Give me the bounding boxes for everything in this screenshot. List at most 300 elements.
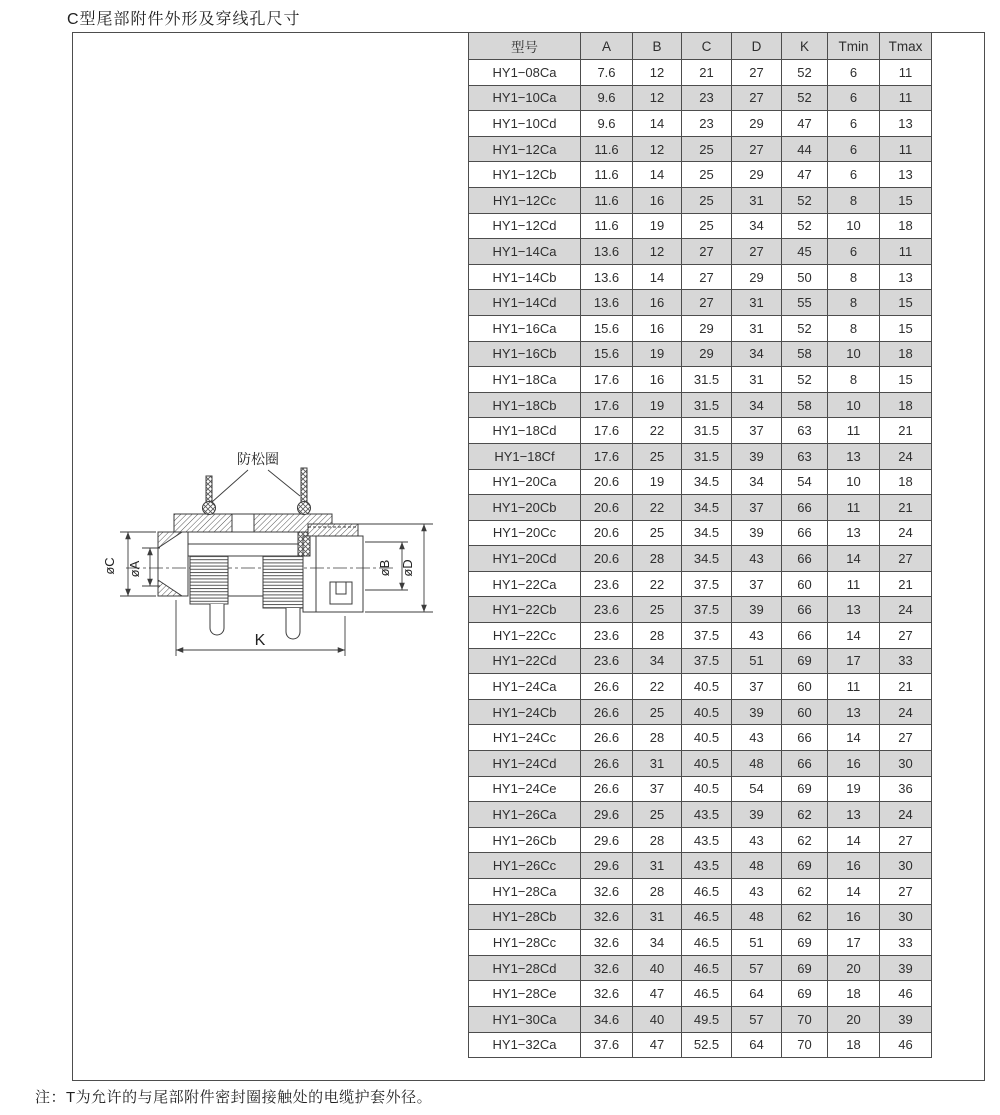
model-cell: HY1−28Ca (469, 879, 581, 905)
value-cell: 25 (682, 213, 732, 239)
value-cell: 66 (782, 751, 828, 777)
table-row (469, 162, 932, 188)
value-cell: 18 (880, 341, 932, 367)
value-cell: 9.6 (581, 111, 633, 137)
value-cell: 66 (782, 495, 828, 521)
value-cell: 40.5 (682, 674, 732, 700)
model-cell: HY1−28Cd (469, 955, 581, 981)
model-cell: HY1−12Cb (469, 162, 581, 188)
table-row (469, 853, 932, 879)
value-cell: 13 (828, 520, 880, 546)
value-cell: 29 (682, 341, 732, 367)
value-cell: 39 (880, 1006, 932, 1032)
value-cell: 17.6 (581, 367, 633, 393)
value-cell: 26.6 (581, 699, 633, 725)
table-row (469, 776, 932, 802)
model-cell: HY1−26Ca (469, 802, 581, 828)
value-cell: 23.6 (581, 623, 633, 649)
value-cell: 40 (633, 1006, 682, 1032)
value-cell: 24 (880, 699, 932, 725)
value-cell: 18 (828, 1032, 880, 1058)
model-cell: HY1−18Cb (469, 392, 581, 418)
value-cell: 16 (828, 904, 880, 930)
table-row (469, 1032, 932, 1058)
value-cell: 64 (732, 981, 782, 1007)
model-cell: HY1−16Cb (469, 341, 581, 367)
model-cell: HY1−20Ca (469, 469, 581, 495)
value-cell: 22 (633, 571, 682, 597)
value-cell: 48 (732, 853, 782, 879)
value-cell: 46.5 (682, 981, 732, 1007)
dim-label-phi-c: øC (102, 557, 117, 575)
value-cell: 21 (880, 495, 932, 521)
value-cell: 25 (682, 136, 732, 162)
value-cell: 11 (828, 674, 880, 700)
value-cell: 26.6 (581, 751, 633, 777)
table-row (469, 111, 932, 137)
model-cell: HY1−12Ca (469, 136, 581, 162)
value-cell: 18 (880, 213, 932, 239)
value-cell: 60 (782, 571, 828, 597)
value-cell: 39 (732, 597, 782, 623)
value-cell: 34 (732, 341, 782, 367)
value-cell: 6 (828, 85, 880, 111)
table-row (469, 187, 932, 213)
value-cell: 51 (732, 930, 782, 956)
value-cell: 14 (828, 725, 880, 751)
value-cell: 19 (828, 776, 880, 802)
table-row (469, 879, 932, 905)
value-cell: 16 (633, 315, 682, 341)
value-cell: 70 (782, 1032, 828, 1058)
model-cell: HY1−14Ca (469, 239, 581, 265)
value-cell: 21 (682, 60, 732, 86)
value-cell: 34 (633, 648, 682, 674)
value-cell: 52 (782, 85, 828, 111)
table-row (469, 597, 932, 623)
value-cell: 64 (732, 1032, 782, 1058)
dim-label-phi-a: øA (127, 560, 142, 578)
value-cell: 40 (633, 955, 682, 981)
value-cell: 27 (732, 136, 782, 162)
value-cell: 11 (880, 60, 932, 86)
value-cell: 63 (782, 418, 828, 444)
value-cell: 30 (880, 853, 932, 879)
value-cell: 6 (828, 136, 880, 162)
table-row (469, 418, 932, 444)
value-cell: 11 (828, 571, 880, 597)
table-row (469, 930, 932, 956)
value-cell: 46.5 (682, 930, 732, 956)
table-row (469, 136, 932, 162)
value-cell: 31.5 (682, 392, 732, 418)
value-cell: 31.5 (682, 443, 732, 469)
value-cell: 34.5 (682, 469, 732, 495)
value-cell: 24 (880, 443, 932, 469)
value-cell: 31 (633, 853, 682, 879)
value-cell: 21 (880, 571, 932, 597)
value-cell: 43 (732, 546, 782, 572)
value-cell: 20.6 (581, 495, 633, 521)
value-cell: 15 (880, 290, 932, 316)
value-cell: 26.6 (581, 776, 633, 802)
value-cell: 69 (782, 930, 828, 956)
value-cell: 52 (782, 213, 828, 239)
value-cell: 37.5 (682, 597, 732, 623)
header-a: A (581, 33, 633, 60)
table-row (469, 904, 932, 930)
value-cell: 18 (880, 469, 932, 495)
value-cell: 63 (782, 443, 828, 469)
value-cell: 58 (782, 341, 828, 367)
value-cell: 32.6 (581, 904, 633, 930)
table-row (469, 60, 932, 86)
value-cell: 66 (782, 520, 828, 546)
value-cell: 39 (732, 699, 782, 725)
value-cell: 9.6 (581, 85, 633, 111)
value-cell: 20.6 (581, 546, 633, 572)
value-cell: 8 (828, 367, 880, 393)
model-cell: HY1−30Ca (469, 1006, 581, 1032)
value-cell: 34.6 (581, 1006, 633, 1032)
model-cell: HY1−24Ca (469, 674, 581, 700)
value-cell: 24 (880, 802, 932, 828)
value-cell: 28 (633, 725, 682, 751)
value-cell: 62 (782, 904, 828, 930)
value-cell: 52 (782, 315, 828, 341)
value-cell: 22 (633, 495, 682, 521)
value-cell: 46.5 (682, 955, 732, 981)
value-cell: 47 (633, 981, 682, 1007)
value-cell: 11.6 (581, 187, 633, 213)
value-cell: 31 (732, 367, 782, 393)
value-cell: 37.6 (581, 1032, 633, 1058)
value-cell: 54 (732, 776, 782, 802)
value-cell: 66 (782, 546, 828, 572)
value-cell: 11.6 (581, 162, 633, 188)
value-cell: 69 (782, 776, 828, 802)
value-cell: 37.5 (682, 571, 732, 597)
value-cell: 22 (633, 418, 682, 444)
model-cell: HY1−08Ca (469, 60, 581, 86)
value-cell: 43.5 (682, 802, 732, 828)
value-cell: 37 (732, 571, 782, 597)
value-cell: 15.6 (581, 341, 633, 367)
value-cell: 52 (782, 367, 828, 393)
table-row (469, 315, 932, 341)
value-cell: 27 (880, 623, 932, 649)
model-cell: HY1−24Cb (469, 699, 581, 725)
value-cell: 24 (880, 597, 932, 623)
value-cell: 13 (880, 111, 932, 137)
value-cell: 13 (828, 699, 880, 725)
value-cell: 13.6 (581, 290, 633, 316)
value-cell: 31.5 (682, 367, 732, 393)
value-cell: 19 (633, 341, 682, 367)
value-cell: 6 (828, 162, 880, 188)
value-cell: 34 (732, 213, 782, 239)
value-cell: 21 (880, 674, 932, 700)
value-cell: 66 (782, 597, 828, 623)
table-row (469, 469, 932, 495)
value-cell: 15.6 (581, 315, 633, 341)
value-cell: 51 (732, 648, 782, 674)
value-cell: 30 (880, 751, 932, 777)
header-k: K (782, 33, 828, 60)
table-row (469, 546, 932, 572)
value-cell: 55 (782, 290, 828, 316)
value-cell: 62 (782, 802, 828, 828)
value-cell: 19 (633, 469, 682, 495)
value-cell: 34.5 (682, 546, 732, 572)
value-cell: 29 (732, 264, 782, 290)
value-cell: 43 (732, 623, 782, 649)
value-cell: 16 (633, 367, 682, 393)
table-row (469, 725, 932, 751)
value-cell: 48 (732, 751, 782, 777)
header-b: B (633, 33, 682, 60)
table-row (469, 392, 932, 418)
value-cell: 39 (732, 443, 782, 469)
value-cell: 46 (880, 1032, 932, 1058)
value-cell: 46 (880, 981, 932, 1007)
value-cell: 14 (828, 879, 880, 905)
value-cell: 23 (682, 111, 732, 137)
model-cell: HY1−24Cd (469, 751, 581, 777)
value-cell: 34.5 (682, 495, 732, 521)
value-cell: 27 (682, 264, 732, 290)
value-cell: 29 (682, 315, 732, 341)
model-cell: HY1−22Cd (469, 648, 581, 674)
value-cell: 69 (782, 648, 828, 674)
value-cell: 28 (633, 623, 682, 649)
value-cell: 40.5 (682, 699, 732, 725)
value-cell: 25 (633, 443, 682, 469)
value-cell: 13.6 (581, 264, 633, 290)
value-cell: 31 (633, 751, 682, 777)
value-cell: 12 (633, 60, 682, 86)
value-cell: 37.5 (682, 648, 732, 674)
value-cell: 25 (633, 802, 682, 828)
value-cell: 27 (880, 827, 932, 853)
header-model: 型号 (469, 33, 581, 60)
value-cell: 25 (633, 597, 682, 623)
table-row (469, 239, 932, 265)
value-cell: 10 (828, 392, 880, 418)
value-cell: 28 (633, 879, 682, 905)
value-cell: 37 (633, 776, 682, 802)
value-cell: 43 (732, 827, 782, 853)
value-cell: 28 (633, 546, 682, 572)
table-row (469, 85, 932, 111)
safety-wire-pin-left (203, 476, 216, 515)
value-cell: 39 (732, 520, 782, 546)
table-row (469, 623, 932, 649)
value-cell: 11 (828, 495, 880, 521)
model-cell: HY1−24Ce (469, 776, 581, 802)
value-cell: 40.5 (682, 776, 732, 802)
value-cell: 60 (782, 699, 828, 725)
model-cell: HY1−32Ca (469, 1032, 581, 1058)
dim-label-phi-b: øB (377, 559, 392, 577)
value-cell: 17.6 (581, 443, 633, 469)
value-cell: 15 (880, 315, 932, 341)
value-cell: 36 (880, 776, 932, 802)
model-cell: HY1−20Cd (469, 546, 581, 572)
value-cell: 31 (732, 315, 782, 341)
value-cell: 50 (782, 264, 828, 290)
value-cell: 66 (782, 623, 828, 649)
model-cell: HY1−26Cc (469, 853, 581, 879)
value-cell: 30 (880, 904, 932, 930)
value-cell: 37.5 (682, 623, 732, 649)
value-cell: 13 (828, 597, 880, 623)
value-cell: 52.5 (682, 1032, 732, 1058)
table-header-row (469, 33, 932, 60)
table-row (469, 648, 932, 674)
value-cell: 12 (633, 239, 682, 265)
value-cell: 57 (732, 955, 782, 981)
header-c: C (682, 33, 732, 60)
model-cell: HY1−22Cb (469, 597, 581, 623)
anti-loosening-ring-label: 防松圈 (237, 451, 279, 467)
value-cell: 40.5 (682, 725, 732, 751)
value-cell: 13 (828, 443, 880, 469)
value-cell: 8 (828, 264, 880, 290)
value-cell: 33 (880, 648, 932, 674)
value-cell: 32.6 (581, 955, 633, 981)
value-cell: 43 (732, 725, 782, 751)
value-cell: 16 (633, 187, 682, 213)
value-cell: 16 (828, 853, 880, 879)
value-cell: 27 (732, 239, 782, 265)
value-cell: 11 (880, 136, 932, 162)
value-cell: 28 (633, 827, 682, 853)
value-cell: 43.5 (682, 827, 732, 853)
table-row (469, 520, 932, 546)
value-cell: 62 (782, 827, 828, 853)
table-row (469, 367, 932, 393)
value-cell: 34 (633, 930, 682, 956)
model-cell: HY1−14Cb (469, 264, 581, 290)
value-cell: 14 (633, 111, 682, 137)
value-cell: 17.6 (581, 392, 633, 418)
value-cell: 24 (880, 520, 932, 546)
value-cell: 8 (828, 315, 880, 341)
table-row (469, 495, 932, 521)
value-cell: 57 (732, 1006, 782, 1032)
value-cell: 46.5 (682, 904, 732, 930)
value-cell: 32.6 (581, 879, 633, 905)
value-cell: 15 (880, 367, 932, 393)
page-title: C型尾部附件外形及穿线孔尺寸 (67, 11, 301, 28)
table-row (469, 802, 932, 828)
table-row (469, 955, 932, 981)
value-cell: 8 (828, 187, 880, 213)
value-cell: 69 (782, 955, 828, 981)
table-row (469, 213, 932, 239)
value-cell: 29.6 (581, 802, 633, 828)
value-cell: 11 (828, 418, 880, 444)
value-cell: 31 (732, 187, 782, 213)
value-cell: 29 (732, 162, 782, 188)
connector-body (158, 514, 363, 639)
model-cell: HY1−24Cc (469, 725, 581, 751)
table-row (469, 674, 932, 700)
tail-accessory-drawing (98, 444, 470, 676)
value-cell: 23 (682, 85, 732, 111)
value-cell: 13 (828, 802, 880, 828)
value-cell: 52 (782, 60, 828, 86)
value-cell: 47 (633, 1032, 682, 1058)
value-cell: 34 (732, 469, 782, 495)
value-cell: 27 (880, 879, 932, 905)
table-row (469, 827, 932, 853)
value-cell: 27 (732, 85, 782, 111)
value-cell: 17 (828, 930, 880, 956)
value-cell: 25 (633, 699, 682, 725)
value-cell: 12 (633, 136, 682, 162)
value-cell: 29.6 (581, 853, 633, 879)
value-cell: 14 (828, 546, 880, 572)
value-cell: 25 (633, 520, 682, 546)
footnote: 注：T为允许的与尾部附件密封圈接触处的电缆护套外径。 (35, 1089, 433, 1106)
value-cell: 49.5 (682, 1006, 732, 1032)
value-cell: 66 (782, 725, 828, 751)
value-cell: 10 (828, 213, 880, 239)
value-cell: 13.6 (581, 239, 633, 265)
table-row (469, 751, 932, 777)
model-cell: HY1−12Cd (469, 213, 581, 239)
value-cell: 13 (880, 162, 932, 188)
value-cell: 43 (732, 879, 782, 905)
value-cell: 70 (782, 1006, 828, 1032)
value-cell: 20 (828, 1006, 880, 1032)
value-cell: 27 (880, 546, 932, 572)
part-label-leaders (212, 470, 300, 502)
table-row (469, 264, 932, 290)
value-cell: 25 (682, 187, 732, 213)
value-cell: 27 (682, 239, 732, 265)
table-row (469, 981, 932, 1007)
model-cell: HY1−26Cb (469, 827, 581, 853)
value-cell: 32.6 (581, 930, 633, 956)
header-tmax: Tmax (880, 33, 932, 60)
value-cell: 46.5 (682, 879, 732, 905)
value-cell: 11.6 (581, 136, 633, 162)
value-cell: 17 (828, 648, 880, 674)
value-cell: 44 (782, 136, 828, 162)
value-cell: 7.6 (581, 60, 633, 86)
value-cell: 48 (732, 904, 782, 930)
value-cell: 6 (828, 111, 880, 137)
model-cell: HY1−12Cc (469, 187, 581, 213)
table-row (469, 290, 932, 316)
header-d: D (732, 33, 782, 60)
value-cell: 37 (732, 674, 782, 700)
model-cell: HY1−14Cd (469, 290, 581, 316)
value-cell: 43.5 (682, 853, 732, 879)
model-cell: HY1−20Cc (469, 520, 581, 546)
value-cell: 52 (782, 187, 828, 213)
value-cell: 19 (633, 213, 682, 239)
value-cell: 39 (732, 802, 782, 828)
value-cell: 20.6 (581, 520, 633, 546)
value-cell: 58 (782, 392, 828, 418)
value-cell: 17.6 (581, 418, 633, 444)
table-row (469, 1006, 932, 1032)
value-cell: 39 (880, 955, 932, 981)
